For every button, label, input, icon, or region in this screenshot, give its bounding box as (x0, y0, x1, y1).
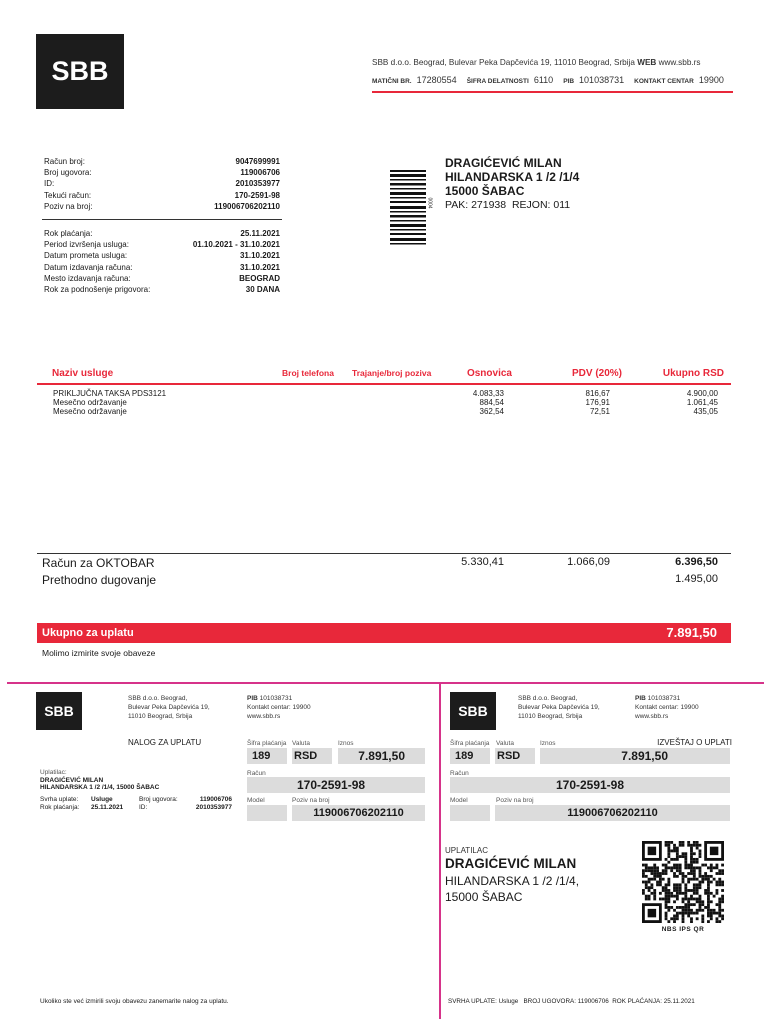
invoice-label: Mesto izdavanja računa: (44, 273, 131, 283)
barcode-code: 0004 (426, 197, 433, 209)
qr-code-icon (640, 841, 726, 923)
izvestaj-title: IZVEŠTAJ O UPLATI (657, 738, 732, 747)
service-ukupno: 435,05 (693, 407, 718, 416)
invoice-dates-block (44, 228, 280, 295)
slip-company-left: SBB d.o.o. Beograd, Bulevar Peka Dapčevića 19, 11010 Beograd, Srbija (128, 695, 210, 720)
invoice-label: Poziv na broj: (44, 201, 93, 211)
barcode-icon (390, 170, 436, 248)
uplatilac-right: UPLATILAC DRAGIĆEVIĆ MILAN HILANDARSKA 1 /2 /1/4, 15000 ŠABAC (445, 846, 580, 904)
invoice-value: 119006706202110 (214, 201, 280, 211)
invoice-info-block (44, 156, 280, 212)
invoice-value: 01.10.2021 - 31.10.2021 (192, 240, 280, 250)
valuta-label-left: Valuta (292, 740, 310, 747)
qr-label: NBS IPS QR (661, 926, 705, 933)
invoice-row (44, 250, 280, 261)
invoice-label: Rok za podnošenje prigovora: (44, 285, 151, 295)
poziv-label-right: Poziv na broj (496, 797, 534, 804)
invoice-row (44, 262, 280, 273)
service-pdv: 72,51 (589, 407, 610, 416)
invoice-label: ID: (44, 179, 55, 189)
totals-rule (37, 553, 731, 554)
sifra-field-right[interactable]: 189 (450, 748, 490, 764)
racun-pdv: 1.066,09 (567, 556, 610, 568)
sifra-label-right: Šifra plaćanja (450, 740, 490, 747)
service-osnovica: 884,54 (479, 398, 504, 407)
invoice-row (44, 190, 280, 201)
slip-logo-left: SBB (36, 692, 82, 730)
invoice-value: 9047699991 (235, 157, 280, 166)
ukupno-bar (37, 623, 731, 643)
invoice-value: BEOGRAD (239, 273, 280, 283)
invoice-row (44, 284, 280, 295)
invoice-row (44, 273, 280, 284)
invoice-label: Račun broj: (44, 157, 85, 166)
service-name: Mesečno održavanje (53, 398, 127, 407)
company-address: SBB d.o.o. Beograd, Bulevar Peka Dapčevića 19, 11010 Beograd, Srbija WEB www.sbb.rs (372, 58, 701, 67)
service-pdv: 816,67 (585, 389, 610, 398)
iznos-label-right: Iznos (540, 740, 556, 747)
invoice-value: 25.11.2021 (240, 229, 280, 238)
model-field-left[interactable] (247, 805, 287, 821)
racun-label-left: Račun (247, 770, 266, 777)
service-pdv: 176,91 (585, 398, 610, 407)
slip-top-rule (7, 682, 764, 684)
iznos-field-right[interactable]: 7.891,50 (540, 748, 730, 764)
invoice-value: 2010353977 (235, 179, 280, 189)
footer-left: Ukoliko ste već izmirili svoju obavezu zanemarite nalog za uplatu. (40, 998, 229, 1005)
th-ukupno: Ukupno RSD (662, 368, 724, 379)
company-ids: MATIČNI BR. 17280554 ŠIFRA DELATNOSTI 6110 PIB 101038731 KONTAKT CENTAR 19900 (372, 75, 724, 85)
invoice-row (44, 167, 280, 178)
customer-block (445, 156, 579, 212)
invoice-label: Datum izdavanja računa: (44, 262, 133, 272)
header-rule (372, 91, 733, 93)
customer-name: DRAGIĆEVIĆ MILAN (445, 156, 562, 170)
slip-logo-right: SBB (450, 692, 496, 730)
service-ukupno: 1.061,45 (686, 398, 718, 407)
th-trajanje: Trajanje/broj poziva (352, 368, 432, 378)
company-logo: SBB (36, 34, 124, 109)
service-osnovica: 362,54 (479, 407, 504, 416)
nalog-title: NALOG ZA UPLATU (128, 738, 202, 747)
dug-label: Prethodno dugovanje (42, 573, 157, 587)
footer-right: SVRHA UPLATE: Usluge BROJ UGOVORA: 119006706 ROK PLAĆANJA: 25.11.2021 (448, 998, 695, 1005)
ukupno-label: Ukupno za uplatu (42, 627, 134, 639)
th-osnovica: Osnovica (466, 368, 512, 379)
invoice-label: Period izvršenja usluga: (44, 240, 129, 250)
svrha-left: Svrha uplate: Usluge Broj ugovora: 119006706 Rok plaćanja: 25.11.2021 ID: 2010353977 (40, 796, 232, 811)
customer-city: 15000 ŠABAC (445, 184, 525, 198)
valuta-field-right[interactable]: RSD (495, 748, 535, 764)
customer-pak: PAK: 271938 REJON: 011 (445, 199, 571, 211)
service-osnovica: 4.083,33 (472, 389, 504, 398)
table-header-rule (37, 383, 731, 385)
invoice-label: Rok plaćanja: (44, 229, 93, 238)
racun-osnovica: 5.330,41 (461, 556, 504, 568)
invoice-value: 31.10.2021 (239, 251, 280, 261)
iznos-field-left[interactable]: 7.891,50 (338, 748, 425, 764)
invoice-label: Broj ugovora: (44, 168, 92, 178)
ukupno-value: 7.891,50 (666, 625, 717, 640)
sifra-field-left[interactable]: 189 (247, 748, 287, 764)
model-label-left: Model (247, 797, 265, 804)
poziv-field-right[interactable]: 119006706202110 (495, 805, 730, 821)
racun-ukupno: 6.396,50 (675, 556, 718, 568)
slip-divider (439, 682, 441, 1019)
model-field-right[interactable] (450, 805, 490, 821)
invoice-info-rule (42, 219, 282, 220)
invoice-value: 119006706 (240, 168, 280, 178)
th-pdv: PDV (20%) (571, 368, 622, 379)
slip-contact-right: PIB 101038731 Kontakt centar: 19900 www.sbb.rs (635, 695, 699, 720)
th-broj-telefona: Broj telefona (282, 368, 334, 378)
service-name: Mesečno održavanje (53, 407, 127, 416)
molimo-text: Molimo izmirite svoje obaveze (42, 648, 156, 658)
invoice-row (44, 228, 280, 239)
valuta-label-right: Valuta (496, 740, 514, 747)
uplatilac-left: Uplatilac: DRAGIĆEVIĆ MILAN HILANDARSKA 1 /2 /1/4, 15000 ŠABAC (40, 769, 160, 791)
invoice-value: 31.10.2021 (239, 262, 280, 272)
slip-contact-left: PIB 101038731 Kontakt centar: 19900 www.sbb.rs (247, 695, 311, 720)
sifra-label-left: Šifra plaćanja (247, 740, 287, 747)
invoice-value: 170-2591-98 (234, 190, 280, 200)
racun-label: Račun za OKTOBAR (42, 556, 155, 570)
invoice-row (44, 178, 280, 189)
valuta-field-left[interactable]: RSD (292, 748, 332, 764)
racun-field-right[interactable]: 170-2591-98 (450, 777, 730, 793)
model-label-right: Model (450, 797, 468, 804)
th-naziv: Naziv usluge (52, 368, 114, 379)
dug-value: 1.495,00 (675, 573, 718, 585)
service-ukupno: 4.900,00 (686, 389, 718, 398)
invoice-label: Tekući račun: (44, 190, 92, 200)
invoice-row (44, 201, 280, 212)
invoice-row (44, 156, 280, 167)
service-name: PRIKLJUČNA TAKSA PDS3121 (53, 389, 167, 398)
poziv-field-left[interactable]: 119006706202110 (292, 805, 425, 821)
invoice-value: 30 DANA (245, 285, 280, 295)
slip-company-right: SBB d.o.o. Beograd, Bulevar Peka Dapčevića 19, 11010 Beograd, Srbija (518, 695, 600, 720)
iznos-label-left: Iznos (338, 740, 354, 747)
invoice-label: Datum prometa usluga: (44, 251, 128, 261)
racun-label-right: Račun (450, 770, 469, 777)
invoice-row (44, 239, 280, 250)
poziv-label-left: Poziv na broj (292, 797, 330, 804)
customer-street: HILANDARSKA 1 /2 /1/4 (445, 170, 580, 184)
racun-field-left[interactable]: 170-2591-98 (247, 777, 425, 793)
